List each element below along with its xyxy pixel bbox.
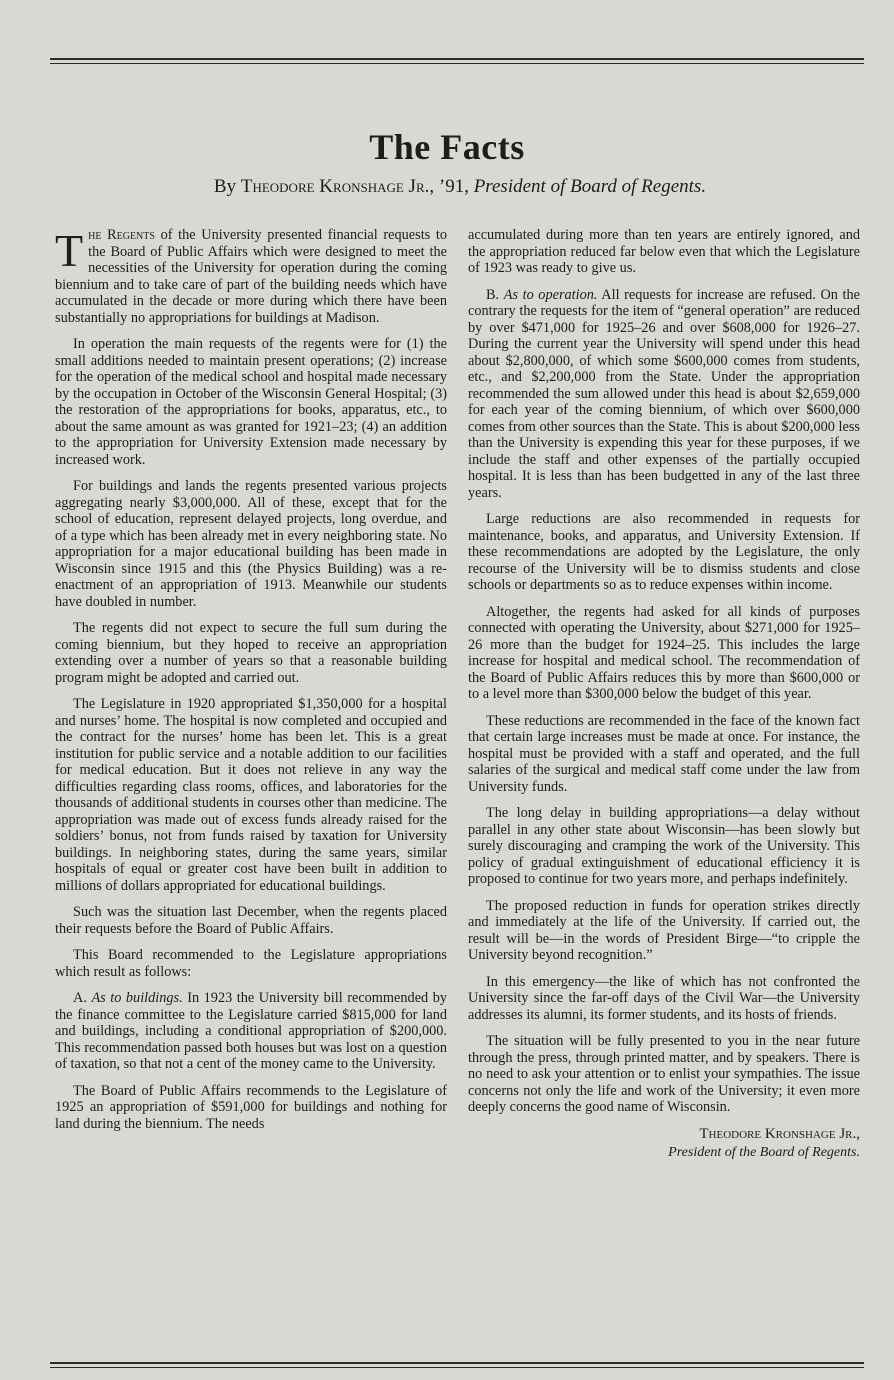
signature-name [468, 1126, 860, 1143]
top-rule [50, 58, 864, 64]
paragraph-text: All requests for increase are refused. On the contrary the requests for the item of “general operation” are reduced by over $471,000 for 1925–26 and over $608,000 for 1926–27. During the current year the University will spend under this head about $2,800,000, of which some $600,000 comes from students, etc., and $2,200,000 from the State. Under the appropriation recommended the sum allowed under this head is about $2,659,000 for each year of the coming biennium, of which over $600,000 comes from other sources than the State. This is about $200,000 less than the University is expending this year for these purposes, if we include the staff and other expenses of the partially occupied hospital. It is less than has been budgetted in any of the last three years. [468, 286, 861, 501]
section-label: B. [486, 286, 500, 303]
paragraph-text: In 1923 the University bill recommended by the finance committee to the Legislature carried $815,000 for land and buildings, including a conditional appropriation of $200,000. This recommendation passed both houses but was lost on a question of taxation, so that not a cent of the money came to the University. [55, 990, 448, 1072]
paragraph: Altogether, the regents had asked for all kinds of purposes connected with operating the University, about $271,000 for 1925–26 more than the budget for 1924–25. This includes the large increase for hospital and medical school. The recommendation of the Board of Public Affairs reduces this by more than $600,000 or to a level more than $300,000 below the budget of this year. [468, 603, 860, 702]
paragraph [55, 990, 447, 1073]
paragraph: Such was the situation last December, when the regents placed their requests before the Board of Public Affairs. [55, 904, 447, 937]
paragraph: For buildings and lands the regents presented various projects aggregating nearly $3,000,000. All of these, except that for the school of education, represent delayed projects, long overdue, and of a type which has been already met in every neighboring state. No appropriation for a major educational building has been made in Wisconsin since 1915 and this (the Physics Building) was a re-enactment of an appropriation of 1913. Meanwhile our students have doubled in number. [55, 478, 447, 610]
paragraph: The long delay in building appropriations—a delay without parallel in any other state about Wisconsin—has been slowly but surely discouraging and cramping the work of the University. This policy of gradual extinguishment of educational efficiency it is proposed to continue for two years more, and perhaps indefinitely. [468, 805, 860, 887]
drop-cap: T [55, 225, 84, 276]
paragraph: The proposed reduction in funds for operation strikes directly and immediately at the life of the University. If carried out, the result will be—in the words of President Birge—“to cripple the University beyond recognition.” [468, 897, 860, 963]
paragraph-text: of the University presented financial requests to the Board of Public Affairs which were designed to meet the necessities of the University for operation during the coming biennium and to take care of part of the building needs which have accumulated in the decade or more during which there have been substantially no appropriations for buildings at Madison. [55, 227, 448, 326]
signature-title [468, 1144, 860, 1162]
byline-prefix: By [213, 176, 237, 197]
left-column [55, 227, 447, 1142]
paragraph [468, 287, 860, 502]
byline-author: Theodore Kronshage Jr. [240, 176, 430, 197]
paragraph: In operation the main requests of the regents were for (1) the small additions needed to maintain present operations; (2) increase for the operation of the medical school and hospital made necessary by the occupation in October of the Wisconsin General Hospital; (3) the restoration of the appropriations for books, apparatus, etc., to about the same amount as was granted for 1921–23; (4) an addition to the appropriation for University Extension made necessary by increased work. [55, 336, 447, 468]
paragraph: Large reductions are also recommended in requests for maintenance, books, and apparatus, and University Extension. If these recommendations are adopted by the Legislature, the only recourse of the University will be to dismiss students and close schools or departments so as to reduce expenses within income. [468, 511, 860, 593]
paragraph [55, 227, 447, 326]
paragraph: In this emergency—the like of which has not confronted the University since the far-off days of the Civil War—the University addresses its alumni, its former students, and its hosts of friends. [468, 973, 860, 1023]
article-title: The Facts [369, 127, 525, 167]
section-label: A. [73, 990, 87, 1006]
section-heading: As to operation. [503, 286, 598, 303]
paragraph: The regents did not expect to secure the full sum during the coming biennium, but they hoped to receive an appropriation extending over a number of years so that a reasonable building program might be adopted and carried out. [55, 620, 447, 686]
byline-class: , ’91, [429, 176, 474, 197]
bottom-rule [50, 1362, 864, 1368]
right-column [468, 227, 860, 1162]
byline [0, 176, 894, 198]
lead-in: he Regents [88, 227, 155, 243]
signature-title-text: President of the Board of Regents. [668, 1145, 860, 1160]
paragraph: The situation will be fully presented to you in the near future through the press, through printed matter, and by speakers. There is no need to ask your attention or to enlist your sympathies. The issue concerns not only the life and work of the University; it even more deeply concerns the good name of Wisconsin. [468, 1033, 860, 1115]
paragraph: accumulated during more than ten years are entirely ignored, and the appropriation reduced far below even that which the Legislature of 1923 was ready to give us. [468, 227, 860, 276]
section-heading: As to buildings. [91, 990, 183, 1006]
paragraph: The Legislature in 1920 appropriated $1,350,000 for a hospital and nurses’ home. The hospital is now completed and occupied and the contract for the nurses’ home has been let. This is a great institution for public service and a notable addition to our facilities for medical education. But it does not relieve in any way the difficulties regarding class rooms, offices, and laboratories for the thousands of additional students in courses other than medicine. The appropriation was made out of excess funds already raised for the soldiers’ bonus, not from funds raised by taxation for University buildings. In neighboring states, during the same years, similar hospitals of equal or greater cost have been built in addition to millions of dollars appropriated for educational buildings. [55, 696, 447, 894]
byline-role: President of Board of Regents. [473, 176, 707, 197]
paragraph: The Board of Public Affairs recommends to the Legislature of 1925 an appropriation of $591,000 for buildings and nothing for land during the biennium. The needs [55, 1082, 447, 1132]
paragraph: This Board recommended to the Legislature appropriations which result as follows: [55, 947, 447, 980]
signature-name-text: Theodore Kronshage Jr., [699, 1125, 860, 1142]
paragraph: These reductions are recommended in the face of the known fact that certain large increases must be made at once. For instance, the hospital must be provided with a staff and operated, and the full salaries of the surgical and medical staff come under the law from University funds. [468, 712, 860, 795]
